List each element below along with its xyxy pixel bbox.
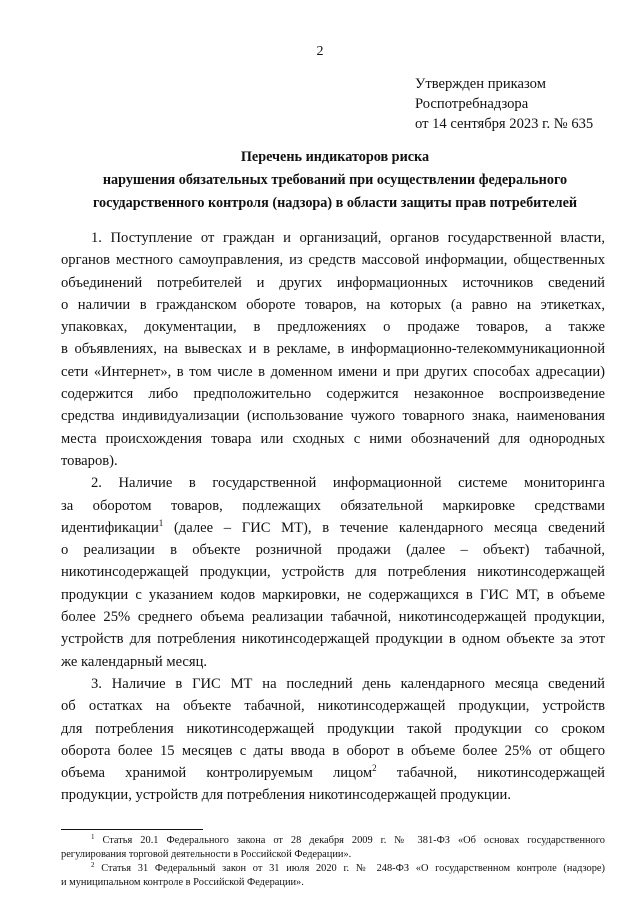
paragraph-line <box>61 718 605 740</box>
title-line: Перечень индикаторов риска <box>240 149 430 165</box>
paragraph-line <box>61 361 605 383</box>
paragraph-line <box>61 383 605 405</box>
paragraph-line <box>61 606 605 628</box>
text-segment: об остатках на объекте табачной, никотинсодержащей продукции, устройств <box>61 698 605 715</box>
approval-stamp <box>415 74 593 134</box>
footnote-separator <box>61 829 203 830</box>
paragraph-line <box>61 762 605 784</box>
text-segment: 3. Наличие в ГИС МТ на последний день календарного месяца сведений <box>91 675 605 692</box>
text-segment: оборота более 15 месяцев с даты ввода в оборот в объеме более 25% от общего <box>61 742 605 759</box>
paragraph-line <box>61 472 605 494</box>
text-segment: (далее – ГИС МТ), в течение календарного месяца сведений <box>163 519 605 536</box>
text-segment: сети «Интернет», в том числе в доменном имени и при других способах адресации) <box>61 363 605 380</box>
paragraph-line <box>61 316 605 338</box>
footnote-line <box>61 862 605 876</box>
paragraph-line <box>61 227 605 249</box>
text-segment: же календарный месяц. <box>61 653 208 670</box>
document-title <box>40 146 630 215</box>
footnote-line <box>61 834 605 848</box>
text-segment: места происхождения товара или сходных с ними обозначений для однородных <box>61 430 605 447</box>
text-segment: устройств для потребления никотинсодержащей продукции в одном объекте за этот <box>61 631 605 648</box>
text-segment: 1. Поступление от граждан и организаций, органов государственной власти, <box>91 230 605 246</box>
text-segment: продукции с указанием кодов маркировки, не содержащихся в ГИС МТ, в объеме <box>61 586 605 603</box>
text-segment: содержится либо предположительно содержится незаконное воспроизведение <box>61 386 605 403</box>
text-segment: для потребления никотинсодержащей продукции такой продукции со сроком <box>61 720 605 737</box>
text-segment: за оборотом товаров, подлежащих обязательной маркировке средствами <box>61 497 605 514</box>
approval-line: Роспотребнадзора <box>415 96 529 112</box>
paragraph-line <box>61 338 605 360</box>
footnote-text: регулирования торговой деятельности в Российской Федерации». <box>61 849 352 860</box>
text-segment: табачной, никотинсодержащей <box>376 765 605 782</box>
footnote-text: Статья 20.1 Федерального закона от 28 декабря 2009 г. № 381-ФЗ «Об основах государственного <box>94 835 605 846</box>
paragraph-line <box>61 294 605 316</box>
paragraph-line <box>61 539 605 561</box>
paragraph <box>61 472 605 673</box>
paragraph-line <box>61 249 605 271</box>
paragraph-line <box>61 450 605 472</box>
text-segment: в объявлениях, на вывесках и в рекламе, в информационно-телекоммуникационной <box>61 341 605 358</box>
paragraph-line <box>61 428 605 450</box>
footnote-text: Статья 31 Федеральный закон от 31 июля 2020 г. № 248-ФЗ «О государственном контроле (надзоре) <box>94 863 605 874</box>
footnote-reference: 2 <box>372 763 377 774</box>
paragraph-line <box>61 405 605 427</box>
paragraph-line <box>61 628 605 650</box>
footnotes <box>61 834 605 890</box>
paragraph-line <box>61 651 605 673</box>
approval-line: Утвержден приказом <box>415 76 546 92</box>
paragraph-line <box>61 272 605 294</box>
title-line: нарушения обязательных требований при осуществлении федерального <box>102 172 568 188</box>
paragraph-line <box>61 561 605 583</box>
footnote <box>61 862 605 890</box>
title-line: государственного контроля (надзора) в области защиты прав потребителей <box>92 195 578 211</box>
text-segment: товаров). <box>61 452 118 469</box>
text-segment: продукции, устройств для потребления никотинсодержащей продукции. <box>61 787 511 804</box>
paragraph <box>61 673 605 807</box>
text-segment: объема хранимой контролируемым лицом <box>61 765 373 782</box>
footnote-text: и муниципальном контроле в Российской Федерации». <box>61 877 304 888</box>
paragraph-line <box>61 517 605 539</box>
paragraph-line <box>61 695 605 717</box>
document-body <box>61 227 605 807</box>
footnote-line <box>61 876 605 890</box>
paragraph-line <box>61 495 605 517</box>
footnote-reference: 1 <box>158 517 164 528</box>
footnote-line <box>61 848 605 862</box>
text-segment: средства индивидуализации (использование чужого товарного знака, наименования <box>61 408 605 425</box>
paragraph <box>61 227 605 472</box>
paragraph-line <box>61 784 605 806</box>
text-segment: никотинсодержащей продукции, устройств для потребления никотинсодержащей <box>61 564 605 581</box>
text-segment: упаковках, документации, в предложениях о продаже товаров, а также <box>61 319 605 336</box>
paragraph-line <box>61 740 605 762</box>
text-segment: более 25% среднего объема реализации табачной, никотинсодержащей продукции, <box>61 609 605 626</box>
footnote-mark: 2 <box>91 861 95 869</box>
footnote <box>61 834 605 862</box>
text-segment: идентификации <box>61 519 159 536</box>
footnote-mark: 1 <box>91 833 95 841</box>
text-segment: о наличии в гражданском обороте товаров, на которых (а равно на этикетках, <box>61 296 605 313</box>
text-segment: о реализации в объекте розничной продажи (далее – объект) табачной, <box>61 542 605 559</box>
text-segment: органов местного самоуправления, из средств массовой информации, общественных <box>61 252 605 269</box>
text-segment: объединений потребителей и других информационных источников сведений <box>61 274 605 291</box>
page-number: 2 <box>316 44 324 59</box>
text-segment: 2. Наличие в государственной информационной системе мониторинга <box>91 475 605 492</box>
approval-line: от 14 сентября 2023 г. № 635 <box>415 116 594 132</box>
paragraph-line <box>61 673 605 695</box>
paragraph-line <box>61 584 605 606</box>
